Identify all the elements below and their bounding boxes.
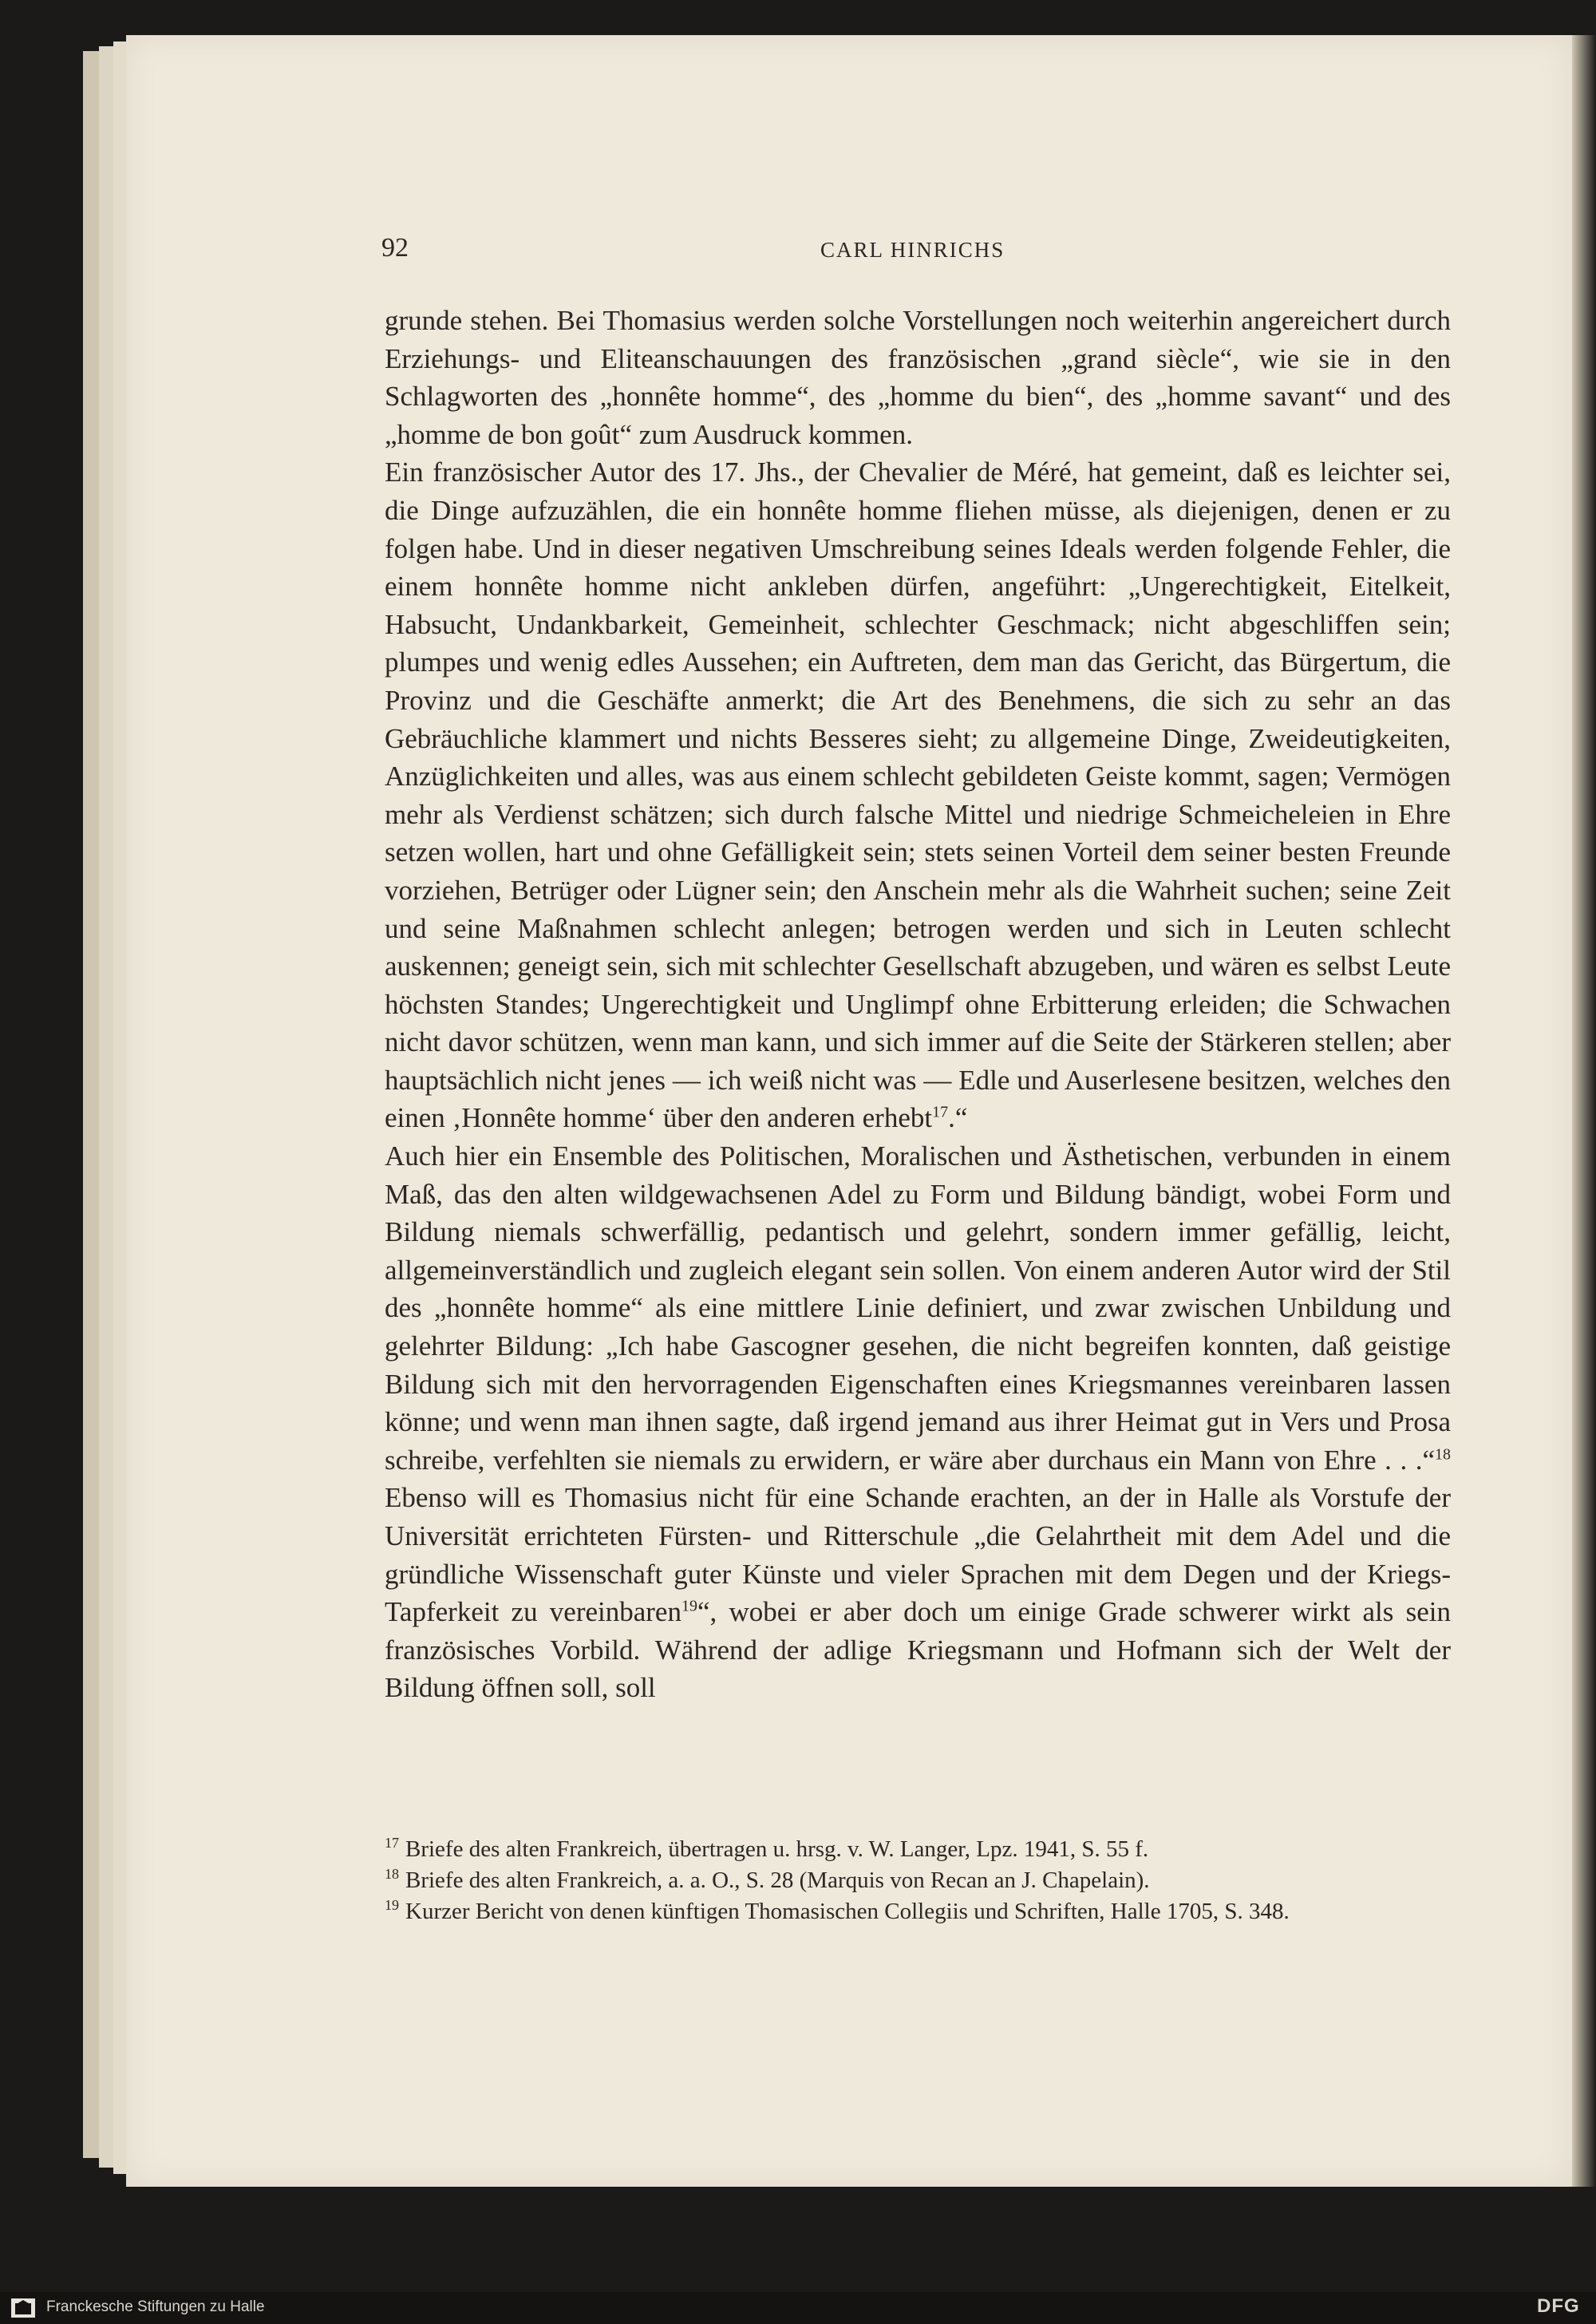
footnotes: [385, 1834, 1451, 1927]
paragraph: Auch hier ein Ensemble des Politischen, Moralischen und Ästhetischen, verbunden in einem Maß, das den alten wildgewachsenen Adel zu Form und Bildung bändigt, wobei Form und Bildung niemals schwerfällig, pedantisch und gelehrt, sondern immer gefällig, leicht, allgemeinverständlich und zugleich elegant sein sollen. Von einem anderen Autor wird der Stil des „honnête homme“ als eine mittlere Linie definiert, und zwar zwischen Unbildung und gelehrter Bildung: „Ich habe Gascogner gesehen, die nicht begreifen konnten, daß geistige Bildung sich mit den hervorragenden Eigenschaften eines Kriegsmannes vereinbaren lassen könne; und wenn man ihnen sagte, daß irgend jemand aus ihrer Heimat gut in Vers und Prosa schreibe, verfehlten sie niemals zu erwidern, er wäre aber durchaus ein Mann von Ehre . . .“$^{18}$ Ebenso will es Thomasius nicht für eine Schande erachten, an der in Halle als Vorstufe der Universität errichteten Fürsten- und Ritterschule „die Gelahrtheit mit dem Adel und die gründliche Wissenschaft guter Künste und vieler Sprachen mit dem Degen und der Kriegs-Tapferkeit zu vereinbaren$^{19}$“, wobei er aber doch um einige Grade schwerer wirkt als sein französisches Vorbild. Während der adlige Kriegsmann und Hofmann sich der Welt der Bildung öffnen soll, soll: [385, 1140, 1451, 1704]
running-head: CARL HINRICHS: [820, 238, 1005, 262]
page-number: 92: [381, 233, 409, 263]
footnote-ref: 18: [1435, 1445, 1451, 1464]
footnote-ref: 19: [681, 1597, 697, 1615]
footnote: $^{18}$ Briefe des alten Frankreich, a. a. O., S. 28 (Marquis von Recan an J. Chapelain).: [385, 1866, 1150, 1893]
page-gutter-shadow: [1572, 35, 1596, 2187]
body-text: [385, 302, 1451, 1707]
page-stack-edge: [83, 51, 100, 2158]
footnote: $^{17}$ Briefe des alten Frankreich, übertragen u. hrsg. v. W. Langer, Lpz. 1941, S. 55 f.: [385, 1835, 1149, 1862]
page-stack-edge: [113, 42, 127, 2174]
paragraph: grunde stehen. Bei Thomasius werden solche Vorstellungen noch weiterhin angereichert durch Erziehungs- und Eliteanschauungen des französischen „grand siècle“, wie sie in den Schlagworten des „honnête homme“, des „homme du bien“, des „homme savant“ und des „homme de bon goût“ zum Ausdruck kommen.: [385, 305, 1451, 450]
library-logo-icon: [8, 2295, 38, 2321]
dfg-logo: DFG: [1537, 2295, 1580, 2317]
library-name: Franckesche Stiftungen zu Halle: [46, 2298, 265, 2315]
footnote-ref: 17: [932, 1103, 949, 1121]
footnote: $^{19}$ Kurzer Bericht von denen künftigen Thomasischen Collegiis und Schriften, Halle 1705, S. 348.: [385, 1897, 1290, 1924]
paragraph: Ein französischer Autor des 17. Jhs., der Chevalier de Méré, hat gemeint, daß es leichter sei, die Dinge aufzuzählen, die ein honnête homme fliehen müsse, als diejenigen, denen er zu folgen habe. Und in dieser negativen Umschreibung seines Ideals werden folgende Fehler, die einem honnête homme nicht ankleben dürfen, angeführt: „Ungerechtigkeit, Eitelkeit, Habsucht, Undankbarkeit, Gemeinheit, schlechter Geschmack; nicht abgeschliffen sein; plumpes und wenig edles Aussehen; ein Auftreten, dem man das Gericht, das Bürgertum, die Provinz und die Geschäfte anmerkt; die Art des Benehmens, die sich zu sehr an das Gebräuchliche klammert und nichts Besseres sieht; zu allgemeine Dinge, Zweideutigkeiten, Anzüglichkeiten und alles, was aus einem schlecht gebildeten Geiste kommt, sagen; Vermögen mehr als Verdienst schätzen; sich durch falsche Mittel und niedrige Schmeicheleien in Ehre setzen wollen, hart und ohne Gefälligkeit sein; stets seinen Vorteil dem seiner besten Freunde vorziehen, Betrüger oder Lügner sein; den Anschein mehr als die Wahrheit suchen; seine Zeit und seine Maßnahmen schlecht anlegen; betrogen werden und sich in Leuten schlecht auskennen; geneigt sein, sich mit schlechter Gesellschaft abzugeben, und wären es selbst Leute höchsten Standes; Ungerechtigkeit und Unglimpf ohne Erbitterung erleiden; die Schwachen nicht davor schützen, wenn man kann, und sich immer auf die Seite der Stärkeren stellen; aber hauptsächlich nicht jenes — ich weiß nicht was — Edle und Auserlesene besitzen, welches den einen ‚Honnête homme‘ über den anderen erhebt$^{17}$.“: [385, 457, 1451, 1134]
page-stack-edge: [99, 46, 114, 2168]
